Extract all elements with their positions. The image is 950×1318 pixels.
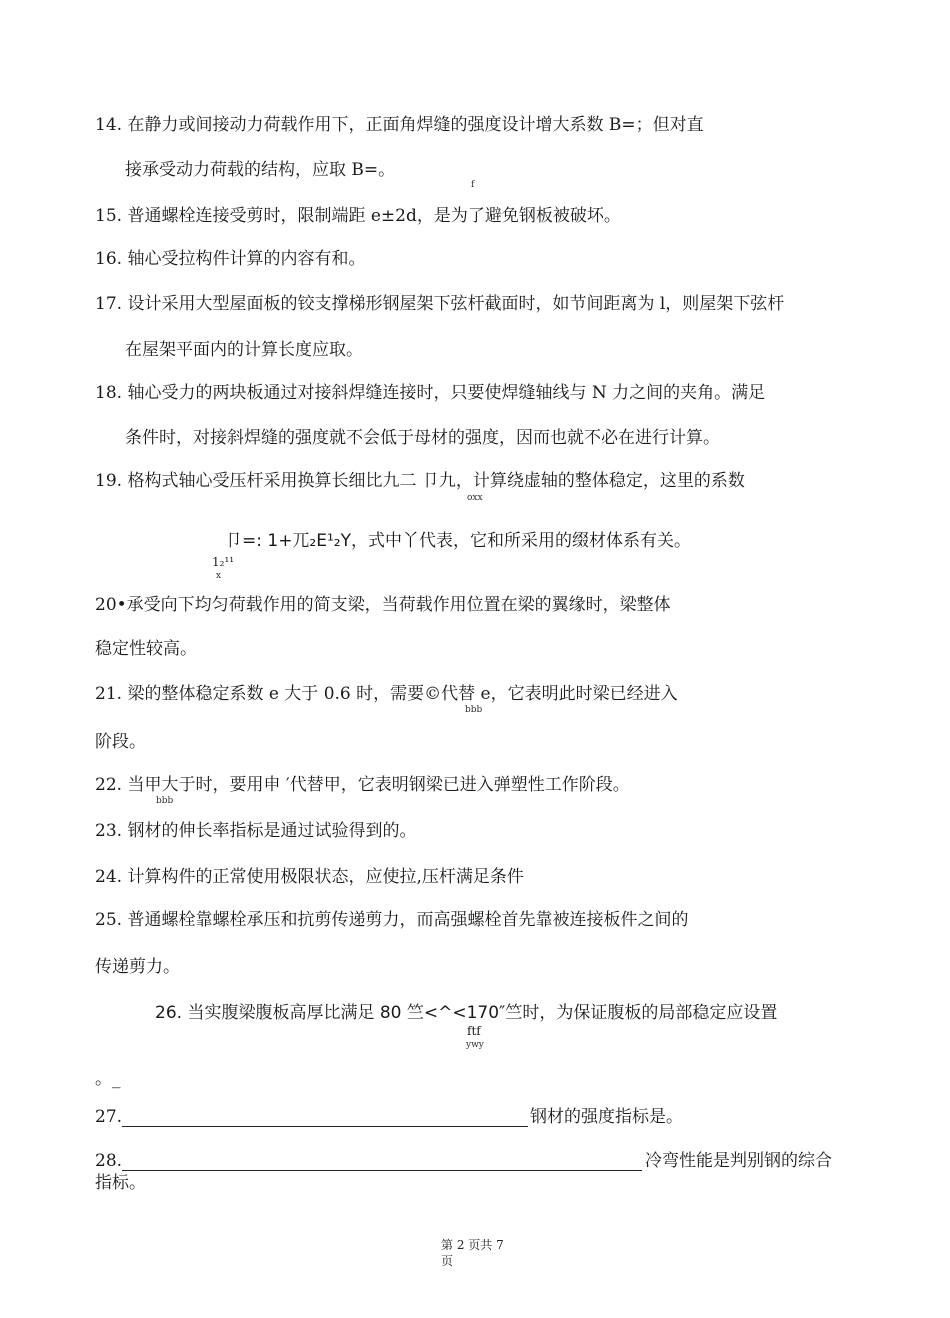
question-17-line1: 17. 设计采用大型屋面板的铰支撑梯形钢屋架下弦杆截面时，如节间距离为 l，则屋架下弦杆: [95, 294, 785, 314]
question-20-line1: 20•承受向下均匀荷载作用的简支梁，当荷载作用位置在梁的翼缘时，梁整体: [95, 595, 671, 615]
question-27-text: 钢材的强度指标是。: [530, 1107, 683, 1127]
question-28-text: 冷弯性能是判别钢的综合: [645, 1151, 832, 1171]
question-22-subscript: bbb: [156, 796, 174, 806]
question-20-line2: 稳定性较高。: [95, 639, 197, 659]
question-15: 15. 普通螺栓连接受剪时，限制端距 e±2d，是为了避免钢板被破坏。: [95, 206, 621, 226]
question-19-line1: 19. 格构式轴心受压杆采用换算长细比九二 卩九，计算绕虚轴的整体稳定，这里的系数: [95, 471, 745, 491]
question-19-formula: 卩=: 1+兀₂E¹₂Y，式中丫代表，它和所采用的缀材体系有关。: [225, 531, 692, 551]
question-19-formula-sub2: x: [216, 571, 222, 581]
question-21-subscript: bbb: [465, 705, 483, 715]
question-14-subscript: f: [471, 180, 475, 190]
question-28-blank: [122, 1170, 642, 1171]
question-19-subscript: oxx: [467, 493, 483, 503]
question-26-subscript1: ftf: [467, 1024, 481, 1038]
question-25-line1: 25. 普通螺栓靠螺栓承压和抗剪传递剪力，而高强螺栓首先靠被连接板件之间的: [95, 910, 689, 930]
question-19-formula-sub1: 1₂¹¹: [212, 555, 235, 569]
question-26-line2: 。_: [95, 1069, 121, 1089]
page-footer-line1: 第 2 页共 7: [441, 1238, 504, 1252]
question-17-line2: 在屋架平面内的计算长度应取。: [125, 340, 363, 360]
question-14-line1: 14. 在静力或间接动力荷载作用下，正面角焊缝的强度设计增大系数 B=；但对直: [95, 115, 704, 135]
question-24: 24. 计算构件的正常使用极限状态，应使拉,压杆满足条件: [95, 867, 524, 887]
question-22: 22. 当甲大于时，要用申 ′代替甲，它表明钢梁已进入弹塑性工作阶段。: [95, 775, 630, 795]
question-25-line2: 传递剪力。: [95, 957, 180, 977]
page-footer-line2: 页: [441, 1254, 454, 1268]
question-28-number: 28.: [95, 1151, 123, 1171]
question-26-subscript2: ywy: [466, 1040, 484, 1050]
question-18-line2: 条件时，对接斜焊缝的强度就不会低于母材的强度，因而也就不必在进行计算。: [125, 428, 720, 448]
question-27-number: 27.: [95, 1107, 123, 1127]
question-23: 23. 钢材的伸长率指标是通过试验得到的。: [95, 821, 417, 841]
question-28-line2: 指标。: [95, 1173, 146, 1193]
question-18-line1: 18. 轴心受力的两块板通过对接斜焊缝连接时，只要使焊缝轴线与 N 力之间的夹角。满足: [95, 383, 766, 403]
question-16: 16. 轴心受拉构件计算的内容有和。: [95, 249, 366, 269]
question-26-line1: 26. 当实腹梁腹板高厚比满足 80 竺<^<170″竺时，为保证腹板的局部稳定应设置: [155, 1003, 778, 1023]
question-14-line2: 接承受动力荷载的结构，应取 B=。: [125, 160, 396, 180]
question-27-blank: [122, 1126, 528, 1127]
question-21-line2: 阶段。: [95, 732, 146, 752]
question-21-line1: 21. 梁的整体稳定系数 e 大于 0.6 时，需要©代替 e，它表明此时梁已经进入: [95, 684, 678, 704]
